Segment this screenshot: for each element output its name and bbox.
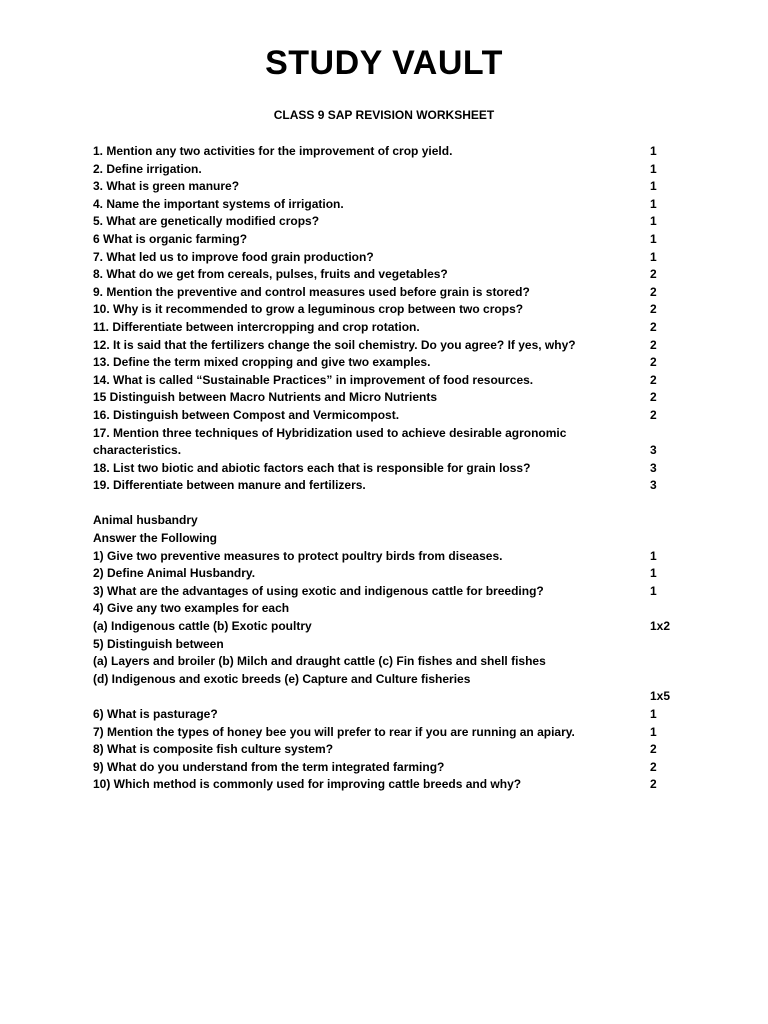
question-marks: 1x5 (650, 689, 671, 704)
question-marks: 3 (650, 478, 657, 493)
question-row (93, 548, 683, 566)
question-text: 8. What do we get from cereals, pulses, fruits and vegetables? (93, 267, 448, 282)
question-row (93, 671, 683, 689)
question-text: 2. Define irrigation. (93, 161, 202, 176)
question-row (93, 178, 683, 196)
question-marks: 2 (650, 759, 657, 774)
question-text: 7) Mention the types of honey bee you will prefer to rear if you are running an apiary. (93, 724, 575, 739)
question-row (93, 231, 683, 249)
question-marks: 2 (650, 407, 657, 422)
section-heading-text: Animal husbandry (93, 513, 198, 528)
question-marks: 3 (650, 460, 657, 475)
question-text: 3. What is green manure? (93, 179, 240, 194)
question-marks: 1 (650, 196, 657, 211)
question-marks: 1 (650, 707, 657, 721)
question-row (93, 372, 683, 390)
question-marks: 1 (650, 249, 657, 264)
section-heading (93, 512, 683, 530)
section-instruction (93, 530, 683, 548)
question-marks: 1 (650, 214, 657, 229)
question-marks: 2 (650, 372, 657, 387)
question-text: 13. Define the term mixed cropping and give two examples. (93, 355, 431, 370)
question-row (93, 724, 683, 742)
question-marks: 2 (650, 284, 657, 299)
question-row (93, 337, 683, 355)
question-row (93, 319, 683, 337)
question-text: (a) Layers and broiler (b) Milch and draught cattle (c) Fin fishes and shell fishes (93, 654, 546, 669)
question-row (93, 266, 683, 284)
question-row (93, 600, 683, 618)
question-row (93, 583, 683, 601)
question-row (93, 389, 683, 407)
question-marks: 1 (650, 231, 657, 246)
question-row (93, 565, 683, 583)
question-row (93, 636, 683, 654)
question-text: 19. Differentiate between manure and fertilizers. (93, 478, 366, 493)
question-text: characteristics. (93, 443, 182, 458)
question-row (93, 460, 683, 478)
question-text: 6) What is pasturage? (93, 707, 218, 721)
question-marks: 1 (650, 548, 657, 563)
question-row (93, 284, 683, 302)
question-text: 9) What do you understand from the term integrated farming? (93, 759, 445, 774)
question-marks: 1 (650, 144, 657, 158)
question-marks: 2 (650, 267, 657, 282)
question-text: 9. Mention the preventive and control measures used before grain is stored? (93, 284, 530, 299)
question-text: 14. What is called “Sustainable Practices” in improvement of food resources. (93, 372, 534, 387)
question-row (93, 161, 683, 179)
question-text: 1) Give two preventive measures to protect poultry birds from diseases. (93, 548, 503, 563)
question-text: 10) Which method is commonly used for improving cattle breeds and why? (93, 777, 522, 792)
question-text: 6 What is organic farming? (93, 231, 248, 246)
question-row (93, 776, 683, 794)
question-text: 2) Define Animal Husbandry. (93, 566, 256, 581)
question-marks: 2 (650, 355, 657, 370)
question-text: 18. List two biotic and abiotic factors each that is responsible for grain loss? (93, 460, 531, 475)
question-marks: 3 (650, 443, 657, 458)
question-text: 7. What led us to improve food grain production? (93, 249, 374, 264)
question-row (93, 425, 683, 443)
question-text: 5. What are genetically modified crops? (93, 214, 320, 229)
question-marks: 1x2 (650, 619, 671, 634)
question-row (93, 741, 683, 759)
question-row (93, 249, 683, 267)
question-marks: 2 (650, 390, 657, 405)
question-row (93, 706, 683, 724)
section-spacer (93, 495, 683, 513)
question-marks: 2 (650, 337, 657, 352)
page-title: STUDY VAULT (265, 44, 503, 82)
question-row (93, 477, 683, 495)
question-marks: 2 (650, 777, 657, 792)
section-instruction-text: Answer the Following (93, 531, 218, 546)
question-text: 3) What are the advantages of using exotic and indigenous cattle for breeding? (93, 583, 544, 598)
question-text: 4. Name the important systems of irrigation. (93, 196, 344, 211)
question-row (93, 759, 683, 777)
question-row (93, 301, 683, 319)
question-marks: 1 (650, 566, 657, 581)
question-row (93, 213, 683, 231)
question-text: 11. Differentiate between intercropping and crop rotation. (93, 319, 420, 334)
question-marks: 2 (650, 302, 657, 317)
question-row (93, 143, 683, 161)
question-row (93, 407, 683, 425)
question-row (93, 442, 683, 460)
question-row (93, 618, 683, 636)
question-marks: 2 (650, 742, 657, 757)
question-marks: 1 (650, 161, 657, 176)
question-row (93, 688, 683, 706)
worksheet-subtitle: CLASS 9 SAP REVISION WORKSHEET (273, 108, 495, 122)
question-list (93, 143, 683, 794)
question-text: 4) Give any two examples for each (93, 601, 290, 616)
question-text: 1. Mention any two activities for the improvement of crop yield. (93, 144, 453, 158)
question-marks: 1 (650, 724, 657, 739)
question-text: 5) Distinguish between (93, 636, 224, 651)
question-text: 16. Distinguish between Compost and Vermicompost. (93, 407, 400, 422)
question-text: (a) Indigenous cattle (b) Exotic poultry (93, 619, 312, 634)
question-text: 10. Why is it recommended to grow a leguminous crop between two crops? (93, 302, 524, 317)
question-text: 12. It is said that the fertilizers change the soil chemistry. Do you agree? If yes, why? (93, 337, 576, 352)
question-text: 17. Mention three techniques of Hybridization used to achieve desirable agronomic (93, 425, 567, 440)
question-row (93, 653, 683, 671)
question-marks: 1 (650, 179, 657, 194)
question-row (93, 354, 683, 372)
question-row (93, 196, 683, 214)
question-marks: 1 (650, 583, 657, 598)
question-text: (d) Indigenous and exotic breeds (e) Capture and Culture fisheries (93, 671, 471, 686)
question-marks: 2 (650, 319, 657, 334)
question-text: 15 Distinguish between Macro Nutrients and Micro Nutrients (93, 390, 438, 405)
question-text: 8) What is composite fish culture system? (93, 742, 334, 757)
